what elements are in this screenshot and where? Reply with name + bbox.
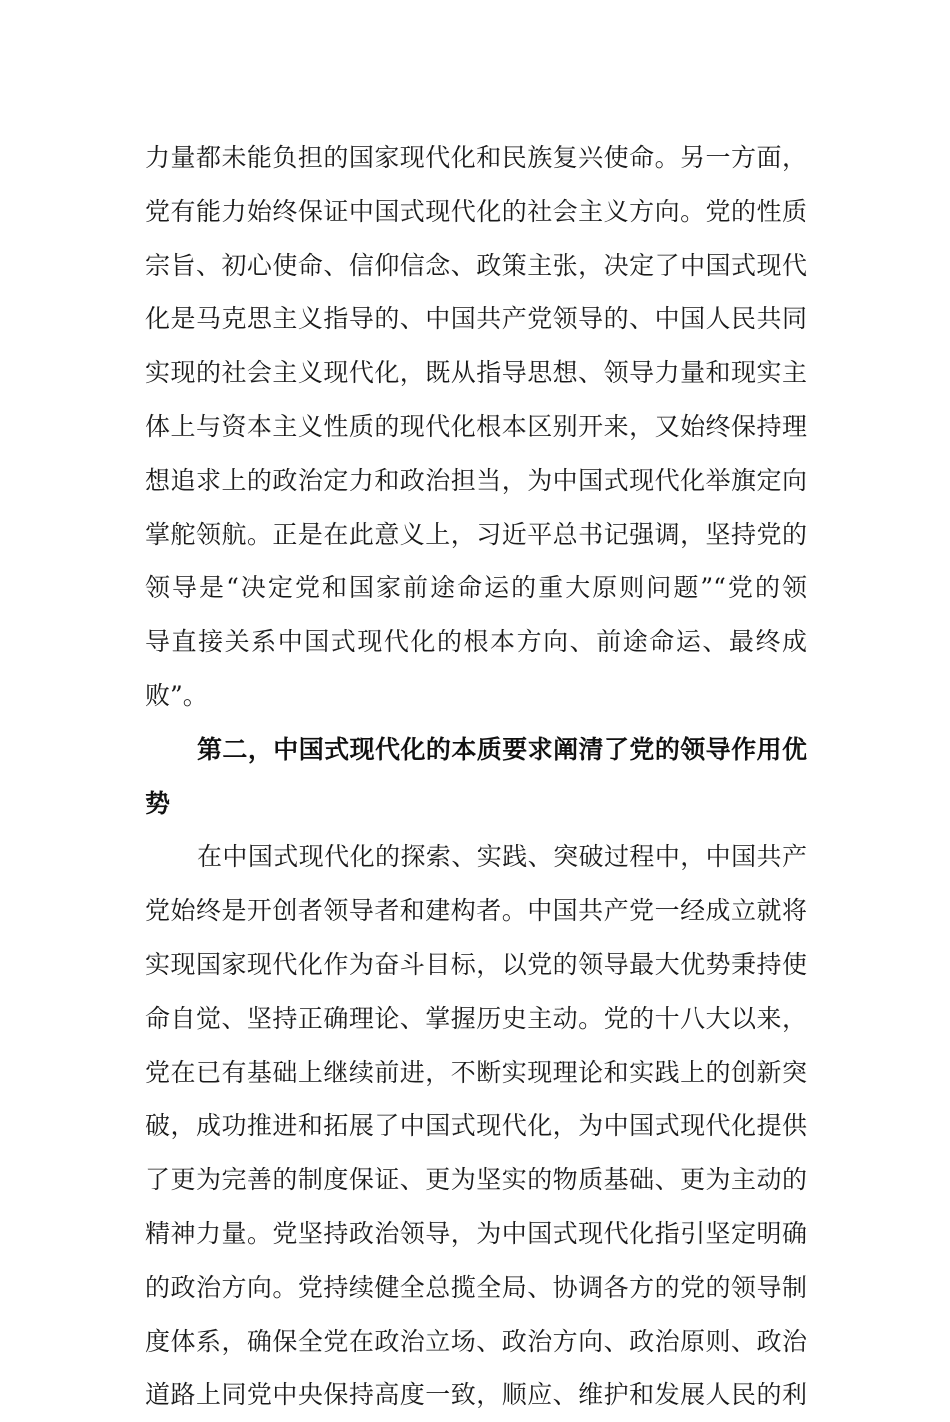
text-line: 化是马克思主义指导的、中国共产党领导的、中国人民共同 — [145, 304, 807, 334]
text-line: 党有能力始终保证中国式现代化的社会主义方向。党的性质 — [145, 196, 807, 226]
text-line: 体上与资本主义性质的现代化根本区别开来，又始终保持理 — [145, 411, 807, 441]
paragraph-2 — [145, 830, 807, 1422]
text-line: 度体系，确保全党在政治立场、政治方向、政治原则、政治 — [145, 1326, 807, 1356]
text-line: 精神力量。党坚持政治领导，为中国式现代化指引坚定明确 — [145, 1218, 807, 1248]
text-line: 掌舵领航。正是在此意义上，习近平总书记强调，坚持党的 — [145, 519, 807, 549]
text-line: 败”。 — [145, 680, 208, 710]
text-line: 想追求上的政治定力和政治担当，为中国式现代化举旗定向 — [145, 465, 807, 495]
section-heading — [145, 723, 807, 831]
text-line: 命自觉、坚持正确理论、掌握历史主动。党的十八大以来， — [145, 1003, 807, 1033]
text-line: 实现国家现代化作为奋斗目标，以党的领导最大优势秉持使 — [145, 949, 807, 979]
text-line: 党在已有基础上继续前进，不断实现理论和实践上的创新突 — [145, 1057, 807, 1087]
text-line: 在中国式现代化的探索、实践、突破过程中，中国共产 — [197, 842, 807, 872]
heading-line: 第二，中国式现代化的本质要求阐清了党的领导作用优 — [197, 734, 807, 764]
text-line: 实现的社会主义现代化，既从指导思想、领导力量和现实主 — [145, 358, 807, 388]
text-line: 导直接关系中国式现代化的根本方向、前途命运、最终成 — [145, 627, 807, 657]
paragraph-1 — [145, 131, 807, 723]
text-line: 的政治方向。党持续健全总揽全局、协调各方的党的领导制 — [145, 1272, 807, 1302]
text-line: 宗旨、初心使命、信仰信念、政策主张，决定了中国式现代 — [145, 250, 807, 280]
document-body — [145, 131, 807, 1422]
text-line: 了更为完善的制度保证、更为坚实的物质基础、更为主动的 — [145, 1165, 807, 1195]
text-line: 道路上同党中央保持高度一致，顺应、维护和发展人民的利 — [145, 1380, 807, 1410]
heading-line: 势 — [145, 788, 171, 818]
text-line: 党始终是开创者领导者和建构者。中国共产党一经成立就将 — [145, 896, 807, 926]
text-line: 领导是“决定党和国家前途命运的重大原则问题”“党的领 — [145, 573, 807, 603]
text-line: 破，成功推进和拓展了中国式现代化，为中国式现代化提供 — [145, 1111, 807, 1141]
text-line: 力量都未能负担的国家现代化和民族复兴使命。另一方面， — [145, 143, 807, 172]
